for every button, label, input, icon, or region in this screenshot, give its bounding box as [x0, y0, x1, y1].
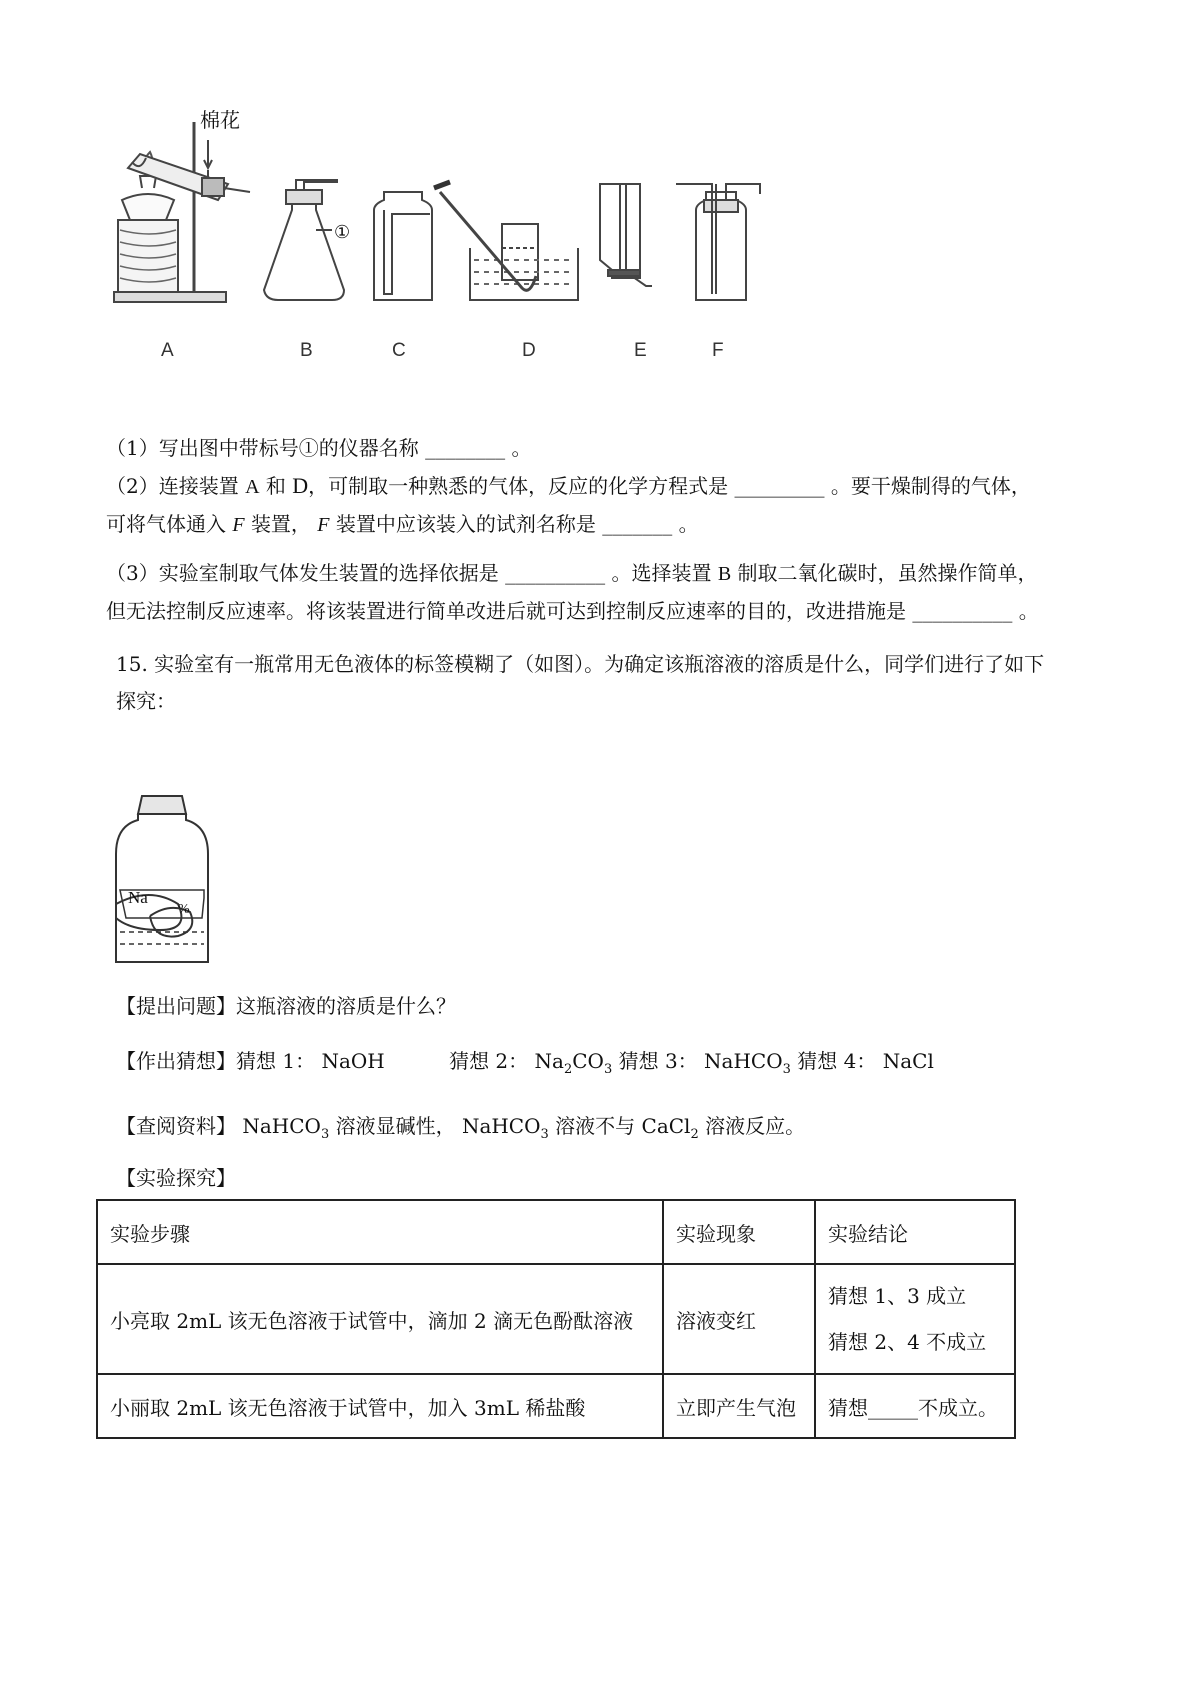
label-a: A	[161, 340, 174, 361]
row2-conclusion: 猜想_____不成立。	[815, 1374, 1015, 1438]
label-f: F	[712, 340, 724, 361]
q15-question: 【提出问题】这瓶溶液的溶质是什么？	[116, 994, 456, 1018]
reagent-bottle-figure	[110, 794, 220, 966]
q15-intro: 15. 实验室有一瓶常用无色液体的标签模糊了（如图）。为确定该瓶溶液的溶质是什么，同学们进行了如下 探究：	[116, 652, 1045, 713]
apparatus-f-drawing	[676, 184, 760, 300]
label-b: B	[300, 340, 313, 361]
table-header-row	[97, 1200, 1015, 1264]
apparatus-b-drawing	[264, 180, 344, 300]
table-row	[97, 1264, 1015, 1374]
apparatus-figure	[100, 100, 860, 400]
apparatus-c-drawing	[374, 192, 432, 300]
header-conclusion: 实验结论	[815, 1200, 1015, 1264]
row1-step: 小亮取 2mL 该无色溶液于试管中，滴加 2 滴无色酚酞溶液	[97, 1264, 663, 1374]
label-e: E	[634, 340, 647, 361]
apparatus-a-drawing	[114, 122, 250, 302]
row2-step: 小丽取 2mL 该无色溶液于试管中，加入 3mL 稀盐酸	[97, 1374, 663, 1438]
row2-phenomenon: 立即产生气泡	[663, 1374, 815, 1438]
experiment-table	[96, 1199, 1016, 1439]
apparatus-e-drawing	[600, 184, 652, 286]
q14-part3: （3）实验室制取气体发生装置的选择依据是 __________ 。选择装置 B 制取二氧化碳时，虽然操作简单， 但无法控制反应速率。将该装置进行简单改进后就可达到控制反应速率的目的，改进措施是 __________ 。	[106, 561, 1039, 623]
q15-hypotheses: 【作出猜想】猜想 1： NaOH 猜想 2： $Na_2CO_3$ 猜想 3： NaHCO$_3$ 猜想 4： NaCl	[116, 1049, 934, 1077]
table-row	[97, 1374, 1015, 1438]
bottle-label-percent: %	[178, 902, 190, 917]
q14-part1: （1）写出图中带标号①的仪器名称 ________ 。	[106, 436, 532, 460]
header-phenomenon: 实验现象	[663, 1200, 815, 1264]
apparatus-d-drawing	[434, 182, 578, 300]
q14-part2: （2）连接装置 A 和 D，可制取一种熟悉的气体，反应的化学方程式是 _________ 。要干燥制得的气体， 可将气体通入 F 装置， F 装置中应该装入的试剂名称是 _______ 。	[106, 473, 1031, 536]
bottle-label-na: Na	[128, 888, 148, 907]
q15-reference: 【查阅资料】 NaHCO$_3$ 溶液显碱性， NaHCO$_3$ 溶液不与 CaCl$_2$ 溶液反应。	[116, 1114, 806, 1142]
label-c: C	[392, 340, 406, 361]
row1-phenomenon: 溶液变红	[663, 1264, 815, 1374]
row1-conclusion: 猜想 1、3 成立 猜想 2、4 不成立	[815, 1264, 1015, 1374]
cotton-label: 棉花	[200, 108, 240, 132]
header-step: 实验步骤	[97, 1200, 663, 1264]
label-d: D	[522, 340, 536, 361]
q15-experiment-heading: 【实验探究】	[116, 1166, 236, 1190]
marker-1-label: ①	[334, 222, 351, 243]
